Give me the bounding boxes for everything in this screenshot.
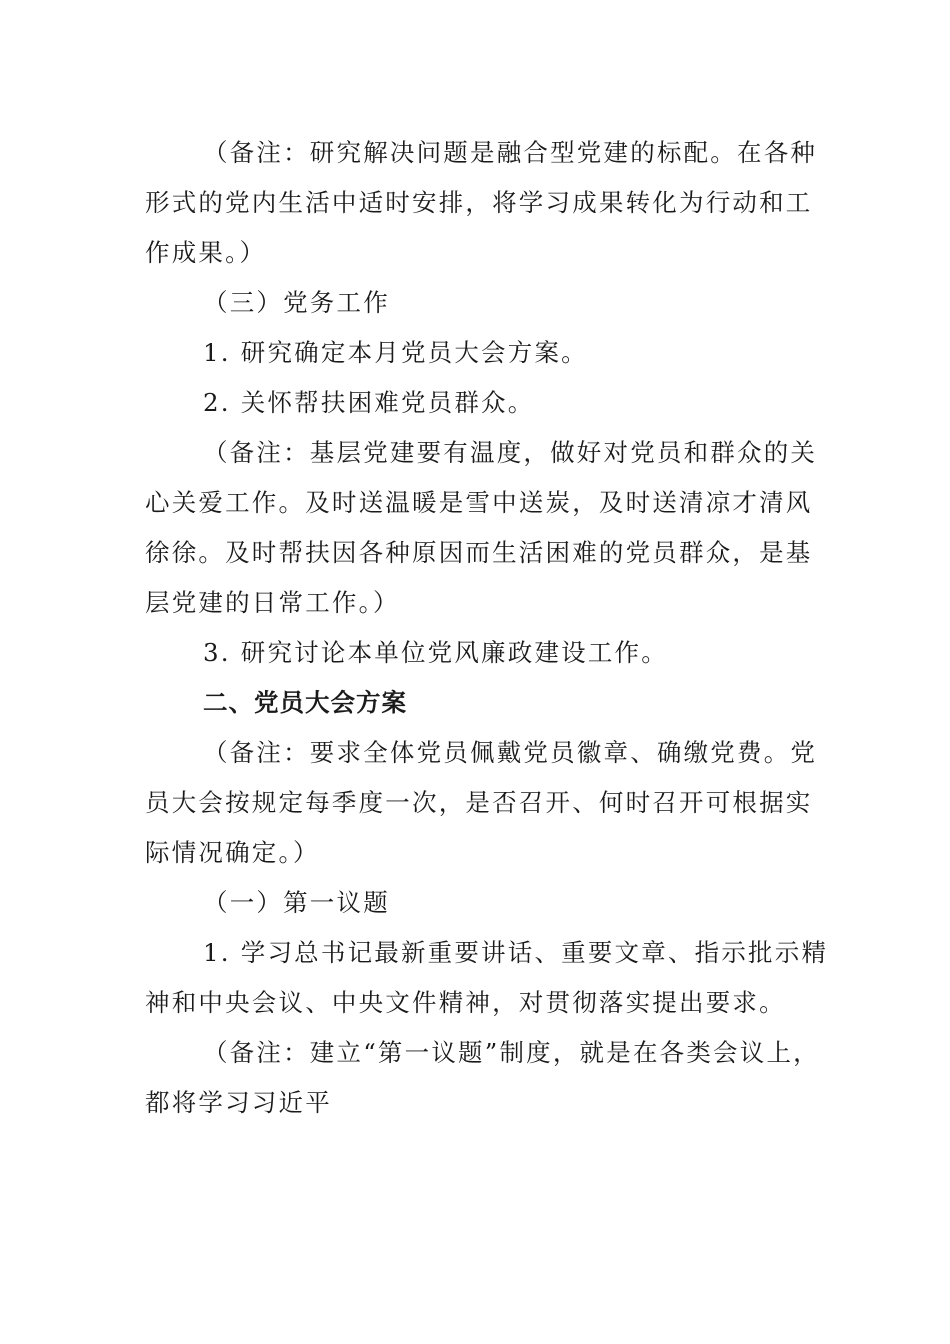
list-item-text: 3. 研究讨论本单位党风廉政建设工作。 [203,638,668,667]
text-line: （备注：基层党建要有温度，做好对党员和群众的关 [203,438,818,467]
text-line: （备注：要求全体党员佩戴党员徽章、确缴党费。党 [203,738,818,767]
list-item-1 [145,328,795,378]
list-item-text: 2. 关怀帮扶困难党员群众。 [203,388,535,417]
text-line: （备注：建立“第一议题”制度，就是在各类会议上， [203,1038,820,1067]
text-line: （备注：研究解决问题是融合型党建的标配。在各种 [203,138,818,167]
text-line: 心关爱工作。及时送温暖是雪中送炭，及时送清凉才清风 [145,488,813,517]
section-heading-first-topic [145,878,795,928]
text-line: 层党建的日常工作。） [145,588,400,617]
list-item-2 [145,378,795,428]
text-line: 徐徐。及时帮扶因各种原因而生活困难的党员群众，是基 [145,538,813,567]
section-heading: （三）党务工作 [203,288,390,317]
text-line: 作成果。） [145,238,267,267]
document-body [145,128,829,1128]
list-item-study [145,928,829,1028]
main-heading: 二、党员大会方案 [203,688,407,717]
list-item-3 [145,628,795,678]
note-paragraph-1 [145,128,818,278]
note-paragraph-3 [145,728,818,878]
section-heading: （一）第一议题 [203,888,390,917]
text-line: 都将学习习近平 [145,1088,332,1117]
text-line: 员大会按规定每季度一次，是否召开、何时召开可根据实 [145,788,813,817]
main-heading-meeting-plan [145,678,795,728]
text-line: 1. 学习总书记最新重要讲话、重要文章、指示批示精 [203,938,829,967]
text-line: 形式的党内生活中适时安排，将学习成果转化为行动和工 [145,188,813,217]
list-item-text: 1. 研究确定本月党员大会方案。 [203,338,588,367]
note-paragraph-4 [145,1028,820,1128]
text-line: 神和中央会议、中央文件精神，对贯彻落实提出要求。 [145,988,786,1017]
section-heading-party-affairs [145,278,795,328]
note-paragraph-2 [145,428,818,628]
text-line: 际情况确定。） [145,838,320,867]
